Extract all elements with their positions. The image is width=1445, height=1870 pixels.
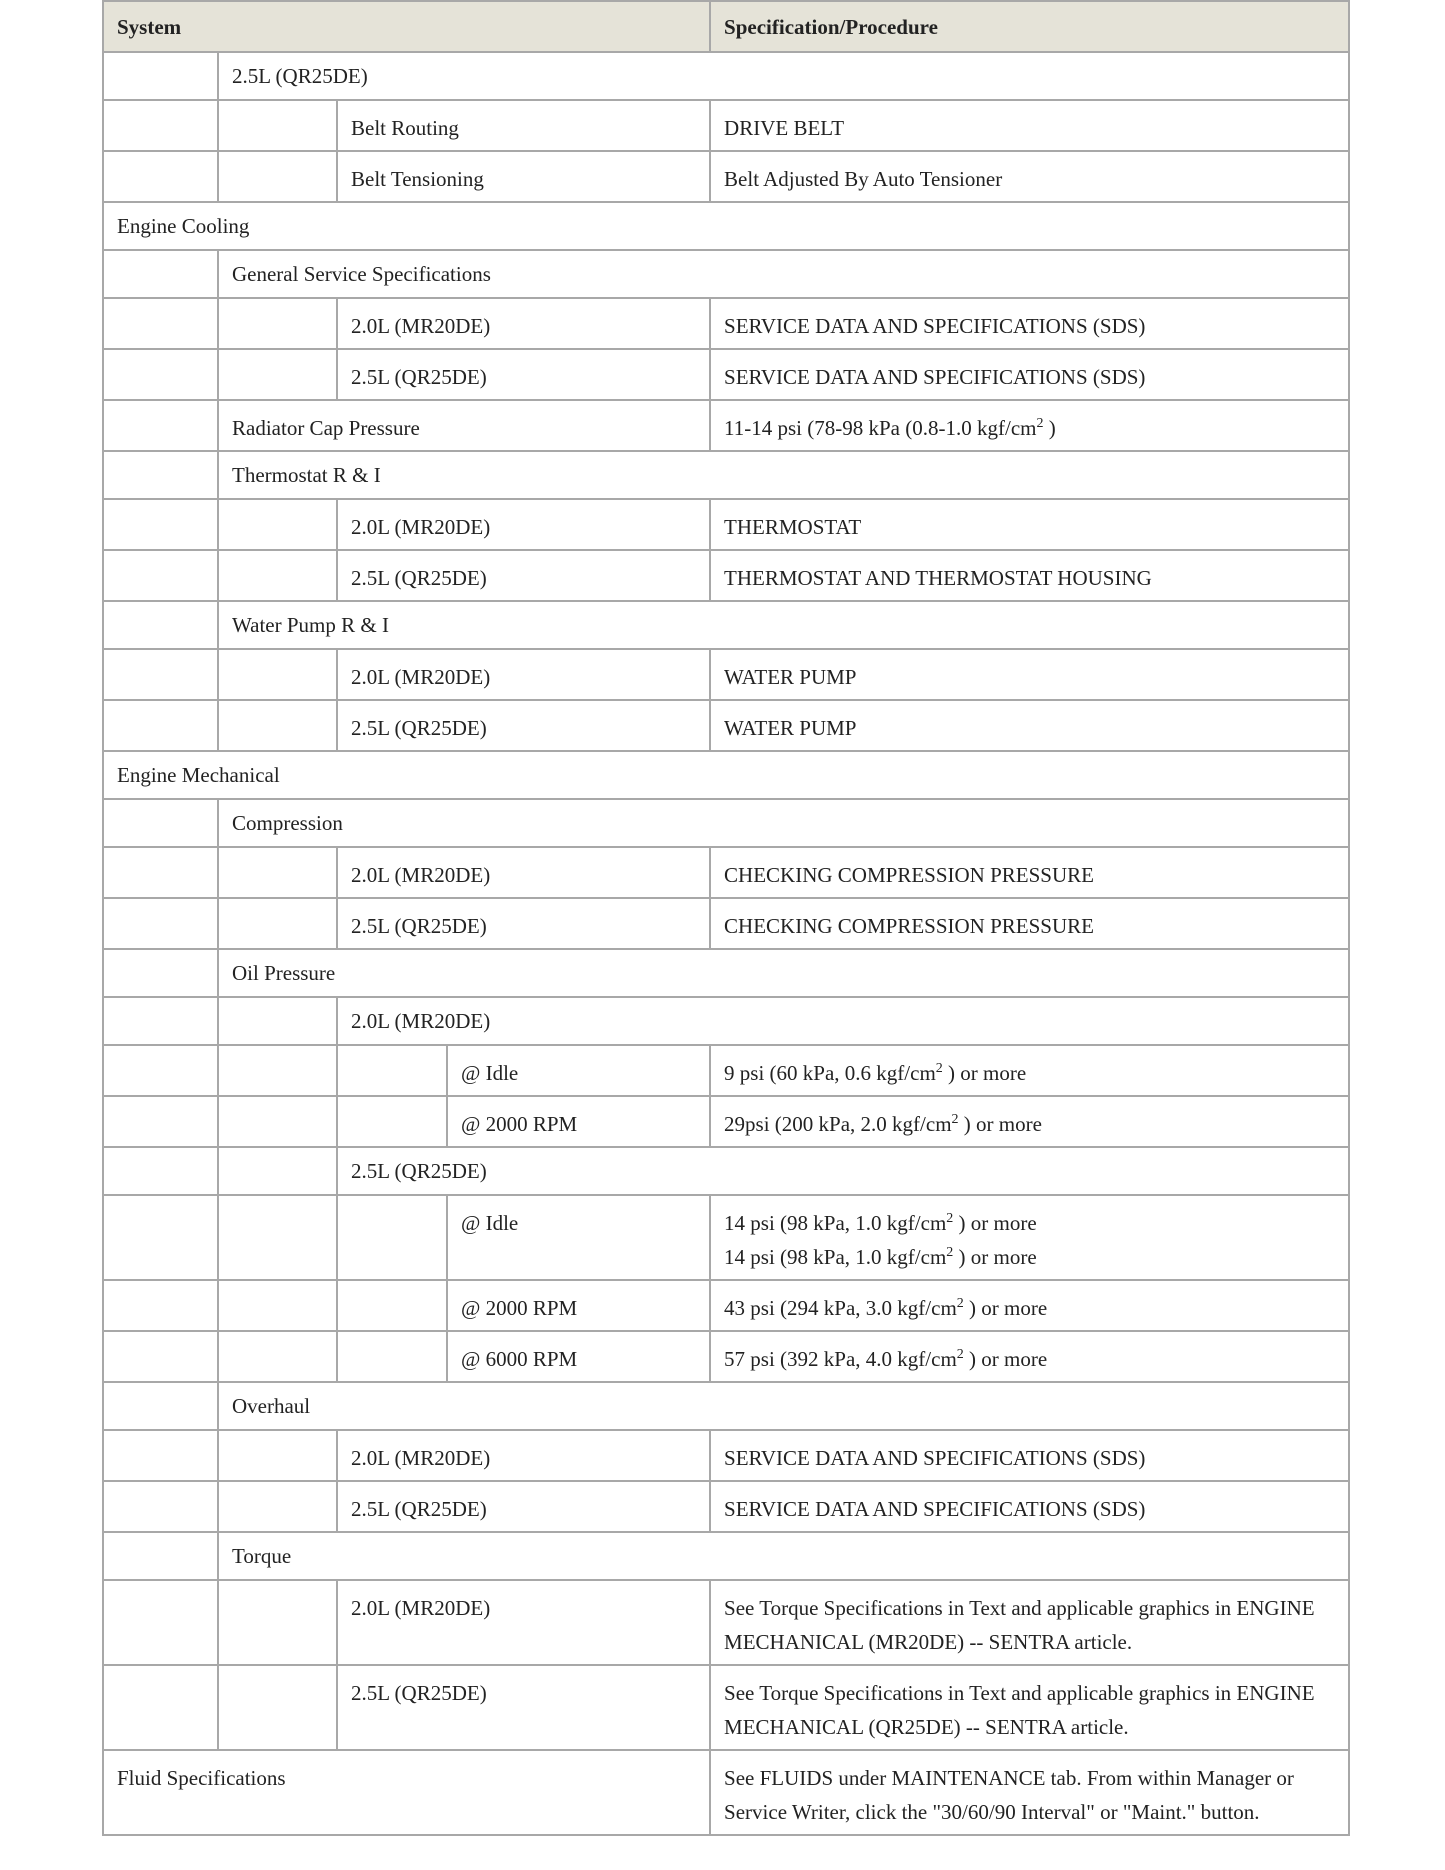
specification-value: CHECKING COMPRESSION PRESSURE [710, 847, 1349, 898]
table-row [103, 100, 1349, 151]
specification-value: SERVICE DATA AND SPECIFICATIONS (SDS) [710, 1481, 1349, 1532]
table-row [103, 898, 1349, 949]
system-label: Oil Pressure [218, 949, 1349, 997]
system-label: 2.5L (QR25DE) [218, 52, 1349, 100]
indent-cell [218, 1580, 337, 1665]
indent-cell [103, 151, 218, 202]
header-specification: Specification/Procedure [710, 1, 1349, 52]
indent-cell [218, 700, 337, 751]
system-label: 2.5L (QR25DE) [337, 700, 710, 751]
specification-value: See FLUIDS under MAINTENANCE tab. From within Manager or Service Writer, click the "30/60/90 Interval" or "Maint." button. [710, 1750, 1349, 1835]
system-label: 2.0L (MR20DE) [337, 649, 710, 700]
table-row [103, 202, 1349, 250]
table-row [103, 1430, 1349, 1481]
system-label: 2.0L (MR20DE) [337, 298, 710, 349]
indent-cell [218, 298, 337, 349]
indent-cell [218, 1331, 337, 1382]
indent-cell [103, 298, 218, 349]
table-row [103, 250, 1349, 298]
specification-value: 11-14 psi (78-98 kPa (0.8-1.0 kgf/$cm^2$ ) [710, 400, 1349, 451]
indent-cell [218, 550, 337, 601]
table-row [103, 1532, 1349, 1580]
system-label: 2.5L (QR25DE) [337, 1481, 710, 1532]
table-row [103, 1750, 1349, 1835]
table-row [103, 1280, 1349, 1331]
table-row [103, 1096, 1349, 1147]
specification-value: THERMOSTAT AND THERMOSTAT HOUSING [710, 550, 1349, 601]
indent-cell [218, 100, 337, 151]
table-row [103, 400, 1349, 451]
indent-cell [218, 997, 337, 1045]
table-row [103, 649, 1349, 700]
indent-cell [218, 1195, 337, 1280]
system-label: General Service Specifications [218, 250, 1349, 298]
system-label: Radiator Cap Pressure [218, 400, 710, 451]
system-label: 2.5L (QR25DE) [337, 1665, 710, 1750]
table-row [103, 799, 1349, 847]
specification-value: WATER PUMP [710, 649, 1349, 700]
indent-cell [103, 799, 218, 847]
indent-cell [337, 1045, 447, 1096]
table-row [103, 1331, 1349, 1382]
system-label: Overhaul [218, 1382, 1349, 1430]
system-label: Belt Tensioning [337, 151, 710, 202]
specification-value: Belt Adjusted By Auto Tensioner [710, 151, 1349, 202]
system-label: @ Idle [447, 1045, 710, 1096]
indent-cell [103, 601, 218, 649]
table-row [103, 751, 1349, 799]
indent-cell [103, 949, 218, 997]
system-label: @ 6000 RPM [447, 1331, 710, 1382]
table-row [103, 997, 1349, 1045]
specification-value: See Torque Specifications in Text and applicable graphics in ENGINE MECHANICAL (MR20DE) -- SENTRA article. [710, 1580, 1349, 1665]
system-label: Engine Cooling [103, 202, 1349, 250]
indent-cell [103, 997, 218, 1045]
system-label: 2.5L (QR25DE) [337, 550, 710, 601]
indent-cell [103, 1382, 218, 1430]
indent-cell [103, 550, 218, 601]
indent-cell [103, 250, 218, 298]
indent-cell [337, 1331, 447, 1382]
header-system: System [103, 1, 710, 52]
indent-cell [337, 1280, 447, 1331]
indent-cell [218, 1045, 337, 1096]
indent-cell [103, 1665, 218, 1750]
table-row [103, 601, 1349, 649]
indent-cell [218, 898, 337, 949]
indent-cell [218, 649, 337, 700]
indent-cell [103, 1532, 218, 1580]
indent-cell [218, 499, 337, 550]
indent-cell [103, 1096, 218, 1147]
indent-cell [103, 700, 218, 751]
indent-cell [218, 151, 337, 202]
specification-table [102, 0, 1350, 1836]
indent-cell [103, 499, 218, 550]
system-label: 2.0L (MR20DE) [337, 847, 710, 898]
indent-cell [103, 349, 218, 400]
system-label: @ 2000 RPM [447, 1096, 710, 1147]
table-row [103, 1147, 1349, 1195]
system-label: Belt Routing [337, 100, 710, 151]
table-row [103, 349, 1349, 400]
indent-cell [103, 1195, 218, 1280]
indent-cell [103, 1280, 218, 1331]
specification-value: SERVICE DATA AND SPECIFICATIONS (SDS) [710, 298, 1349, 349]
table-row [103, 1580, 1349, 1665]
table-row [103, 949, 1349, 997]
indent-cell [218, 847, 337, 898]
table-row [103, 1382, 1349, 1430]
indent-cell [218, 1430, 337, 1481]
indent-cell [103, 1481, 218, 1532]
table-row [103, 298, 1349, 349]
indent-cell [103, 451, 218, 499]
specification-value: 57 psi (392 kPa, 4.0 kgf/$cm^2$ ) or more [710, 1331, 1349, 1382]
indent-cell [103, 1580, 218, 1665]
table-row [103, 700, 1349, 751]
table-row [103, 1665, 1349, 1750]
system-label: Engine Mechanical [103, 751, 1349, 799]
table-row [103, 1045, 1349, 1096]
indent-cell [218, 1280, 337, 1331]
system-label: Fluid Specifications [103, 1750, 710, 1835]
indent-cell [103, 1045, 218, 1096]
system-label: 2.5L (QR25DE) [337, 898, 710, 949]
table-row [103, 151, 1349, 202]
indent-cell [218, 1481, 337, 1532]
indent-cell [103, 400, 218, 451]
table-row [103, 550, 1349, 601]
table-header-row [103, 1, 1349, 52]
system-label: 2.0L (MR20DE) [337, 1580, 710, 1665]
indent-cell [103, 1147, 218, 1195]
indent-cell [103, 898, 218, 949]
system-label: 2.0L (MR20DE) [337, 1430, 710, 1481]
specification-value: See Torque Specifications in Text and applicable graphics in ENGINE MECHANICAL (QR25DE) -- SENTRA article. [710, 1665, 1349, 1750]
specification-value: DRIVE BELT [710, 100, 1349, 151]
system-label: Thermostat R & I [218, 451, 1349, 499]
indent-cell [103, 100, 218, 151]
indent-cell [103, 649, 218, 700]
indent-cell [218, 1096, 337, 1147]
indent-cell [103, 1331, 218, 1382]
specification-value: 29psi (200 kPa, 2.0 kgf/$cm^2$ ) or more [710, 1096, 1349, 1147]
specification-value: 14 psi (98 kPa, 1.0 kgf/$cm^2$ ) or more 14 psi (98 kPa, 1.0 kgf/$cm^2$ ) or more [710, 1195, 1349, 1280]
indent-cell [103, 1430, 218, 1481]
table-row [103, 1481, 1349, 1532]
system-label: 2.0L (MR20DE) [337, 499, 710, 550]
indent-cell [103, 52, 218, 100]
specification-value: 43 psi (294 kPa, 3.0 kgf/$cm^2$ ) or more [710, 1280, 1349, 1331]
system-label: 2.0L (MR20DE) [337, 997, 1349, 1045]
table-row [103, 52, 1349, 100]
system-label: Torque [218, 1532, 1349, 1580]
indent-cell [218, 1665, 337, 1750]
table-row [103, 847, 1349, 898]
specification-value: WATER PUMP [710, 700, 1349, 751]
system-label: @ Idle [447, 1195, 710, 1280]
system-label: Compression [218, 799, 1349, 847]
system-label: 2.5L (QR25DE) [337, 349, 710, 400]
indent-cell [337, 1195, 447, 1280]
specification-value: SERVICE DATA AND SPECIFICATIONS (SDS) [710, 1430, 1349, 1481]
indent-cell [103, 847, 218, 898]
table-row [103, 499, 1349, 550]
table-row [103, 451, 1349, 499]
system-label: Water Pump R & I [218, 601, 1349, 649]
specification-value: THERMOSTAT [710, 499, 1349, 550]
indent-cell [337, 1096, 447, 1147]
system-label: @ 2000 RPM [447, 1280, 710, 1331]
indent-cell [218, 349, 337, 400]
specification-value: CHECKING COMPRESSION PRESSURE [710, 898, 1349, 949]
system-label: 2.5L (QR25DE) [337, 1147, 1349, 1195]
table-row [103, 1195, 1349, 1280]
specification-value: SERVICE DATA AND SPECIFICATIONS (SDS) [710, 349, 1349, 400]
specification-value: 9 psi (60 kPa, 0.6 kgf/$cm^2$ ) or more [710, 1045, 1349, 1096]
table-body [103, 52, 1349, 1835]
indent-cell [218, 1147, 337, 1195]
